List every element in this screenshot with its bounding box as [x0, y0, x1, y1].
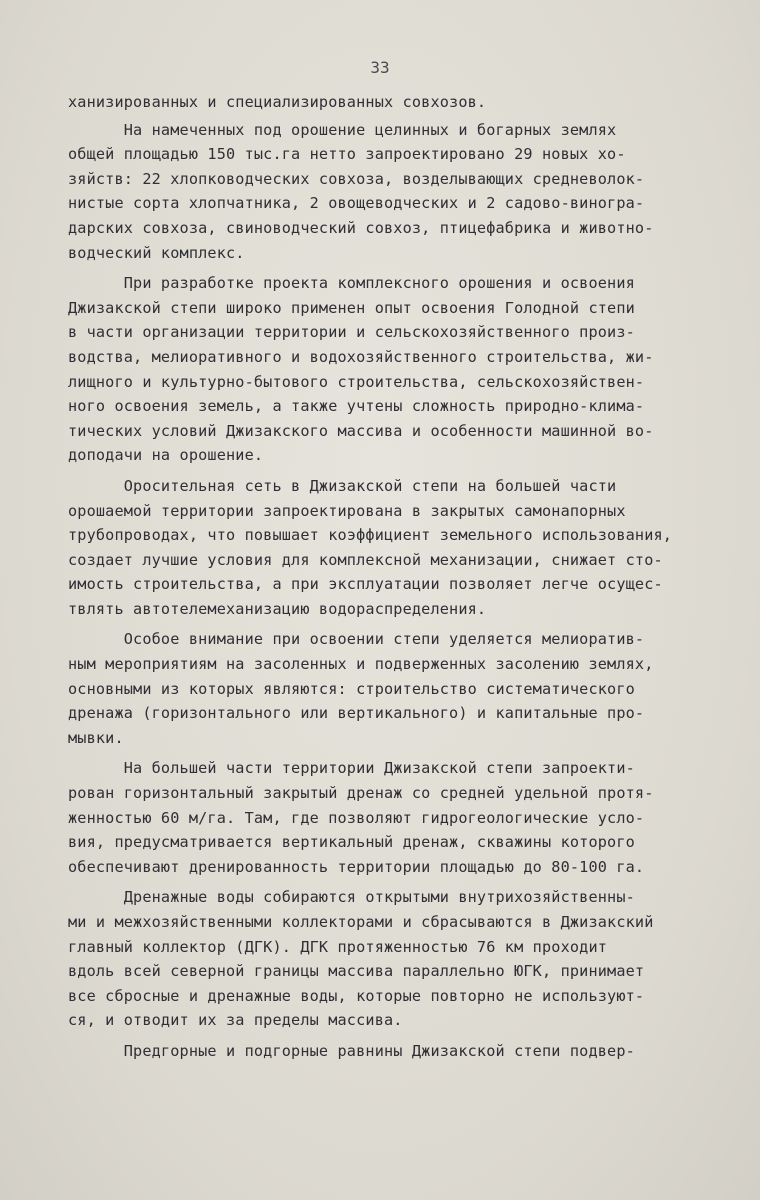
text-line: имость строительства, а при эксплуатации позволяет легче осущес-: [68, 575, 663, 594]
text-line: твлять автотелемеханизацию водораспределения.: [68, 599, 487, 618]
text-line: водческий комплекс.: [68, 243, 245, 262]
text-line: На намеченных под орошение целинных и богарных землях: [68, 120, 617, 139]
text-line: мывки.: [68, 728, 124, 747]
body-text: [68, 90, 716, 1070]
text-line: обеспечивают дренированность территории площадью до 80-100 га.: [68, 857, 645, 876]
text-line: ханизированных и специализированных совхозов.: [68, 93, 487, 111]
text-line: Оросительная сеть в Джизакской степи на большей части: [68, 476, 617, 495]
text-line: главный коллектор (ДГК). ДГК протяженностью 76 км проходит: [68, 937, 608, 956]
text-line: Джизакской степи широко применен опыт освоения Голодной степи: [68, 298, 635, 317]
paragraph: [68, 756, 716, 879]
text-line: ным мероприятиям на засоленных и подверженных засолению землях,: [68, 655, 654, 674]
paragraph: [68, 474, 716, 622]
paragraph: [68, 90, 716, 115]
text-line: женностью 60 м/га. Там, где позволяют гидрогеологические усло-: [68, 808, 645, 827]
text-line: зяйств: 22 хлопководческих совхоза, возделывающих средневолок-: [68, 169, 645, 188]
text-line: рован горизонтальный закрытый дренаж со средней удельной протя-: [68, 784, 654, 803]
paragraph: [68, 885, 716, 1033]
text-line: ми и межхозяйственными коллекторами и сбрасываются в Джизакский: [68, 913, 654, 931]
text-line: тических условий Джизакского массива и особенности машинной во-: [68, 421, 654, 440]
paragraph: [68, 118, 716, 266]
text-line: ся, и отводит их за пределы массива.: [68, 1011, 403, 1030]
text-line: нистые сорта хлопчатника, 2 овощеводческих и 2 садово-виногра-: [68, 194, 645, 213]
page-number: 33: [370, 58, 390, 77]
text-line: общей площадью 150 тыс.га нетто запроектировано 29 новых хо-: [68, 145, 626, 164]
text-line: дарских совхоза, свиноводческий совхоз, птицефабрика и животно-: [68, 218, 654, 237]
paragraph: [68, 1039, 716, 1064]
text-line: На большей части территории Джизакской степи запроекти-: [68, 759, 635, 778]
paragraph: [68, 271, 716, 468]
text-line: дренажа (горизонтального или вертикального) и капитальные про-: [68, 704, 645, 723]
text-line: Предгорные и подгорные равнины Джизакской степи подвер-: [68, 1041, 635, 1060]
paragraph: [68, 627, 716, 750]
text-line: водства, мелиоративного и водохозяйственного строительства, жи-: [68, 347, 654, 366]
text-line: создает лучшие условия для комплексной механизации, снижает сто-: [68, 550, 663, 569]
text-line: трубопроводах, что повышает коэффициент земельного использования,: [68, 526, 673, 545]
text-line: вия, предусматривается вертикальный дренаж, скважины которого: [68, 833, 635, 852]
text-line: вдоль всей северной границы массива параллельно ЮГК, принимает: [68, 962, 645, 981]
text-line: все сбросные и дренажные воды, которые повторно не используют-: [68, 986, 645, 1005]
text-line: Дренажные воды собираются открытыми внутрихозяйственны-: [68, 888, 635, 907]
text-line: лищного и культурно-бытового строительства, сельскохозяйствен-: [68, 372, 645, 391]
text-line: орошаемой территории запроектирована в закрытых самонапорных: [68, 501, 626, 520]
text-line: ного освоения земель, а также учтены сложность природно-клима-: [68, 397, 645, 416]
text-line: доподачи на орошение.: [68, 446, 264, 465]
text-line: в части организации территории и сельскохозяйственного произ-: [68, 323, 635, 342]
text-line: Особое внимание при освоении степи уделяется мелиоратив-: [68, 630, 645, 649]
text-line: основными из которых являются: строительство систематического: [68, 679, 635, 698]
text-line: При разработке проекта комплексного орошения и освоения: [68, 274, 635, 293]
